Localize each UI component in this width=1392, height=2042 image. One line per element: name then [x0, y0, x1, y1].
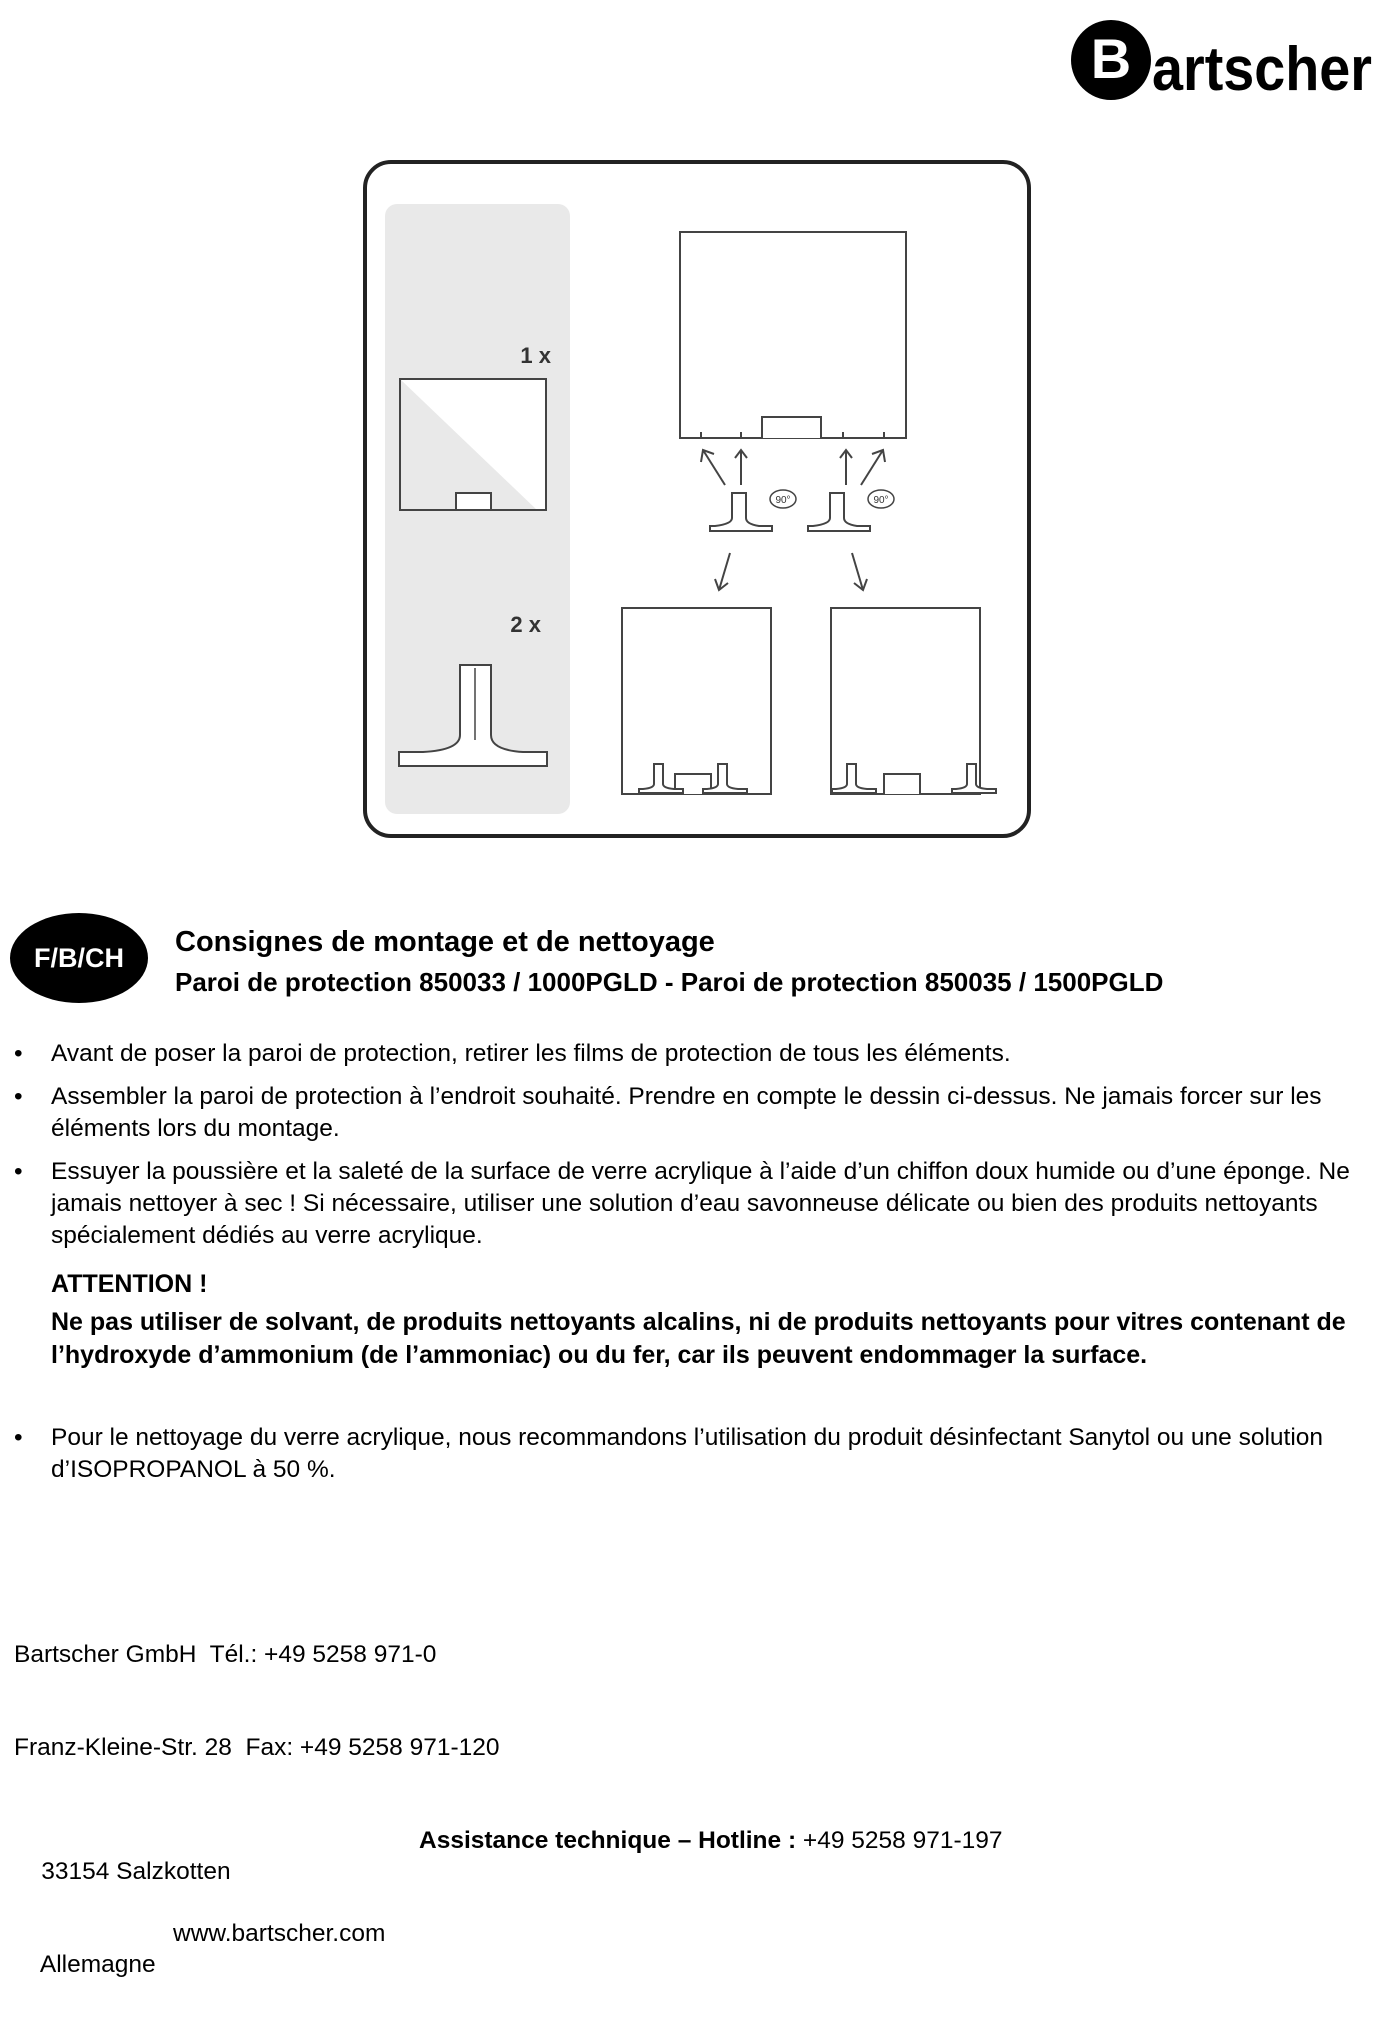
- footer-country: Allemagne: [39, 1951, 156, 1978]
- footer-company-phone: Bartscher GmbH Tél.: +49 5258 971-0: [14, 1641, 437, 1668]
- footer-hotline: [419, 1825, 1003, 1856]
- list-item-text: Assembler la paroi de protection à l’endroit souhaité. Prendre en compte le dessin ci-dessus. Ne jamais forcer sur les éléments lors du montage.: [51, 1083, 1322, 1142]
- attention-text: Ne pas utiliser de solvant, de produits nettoyants alcalins, ni de produits nettoyants pour vitres contenant de l’hydroxyde d’ammonium (de l’ammoniac) ou du fer, car ils peuvent endommager la surface.: [51, 1308, 1346, 1369]
- list-item: [12, 1081, 1380, 1145]
- document-subtitle: Paroi de protection 850033 / 1000PGLD - Paroi de protection 850035 / 1500PGLD: [175, 967, 1164, 997]
- footer-street-fax: Franz-Kleine-Str. 28 Fax: +49 5258 971-120: [14, 1734, 500, 1761]
- list-item-text: Pour le nettoyage du verre acrylique, nous recommandons l’utilisation du produit désinfectant Sanytol ou une solution d’ISOPROPANOL à 50 %.: [51, 1424, 1324, 1483]
- bartscher-logo-mark: [1066, 8, 1376, 108]
- list-item-text: Essuyer la poussière et la saleté de la surface de verre acrylique à l’aide d’un chiffon doux humide ou d’une éponge. Ne jamais nettoyer à sec ! Si nécessaire, utiliser une solution d’eau savonneuse délicate ou bien des produits nettoyants spécialement dédiés au verre acrylique.: [51, 1158, 1350, 1249]
- panel-top: [680, 232, 906, 438]
- language-badge-label: F/B/CH: [34, 942, 124, 973]
- list-item: [12, 1038, 1380, 1070]
- svg-text:B: B: [1090, 27, 1132, 90]
- list-item: [12, 1422, 1380, 1486]
- bullet-symbol: •: [14, 1040, 23, 1067]
- document-heading: [175, 925, 1163, 999]
- svg-text:artscher: artscher: [1152, 35, 1372, 104]
- attention-title: ATTENTION !: [51, 1270, 208, 1298]
- footer-city: 33154 Salzkotten: [41, 1858, 231, 1885]
- document-title: Consignes de montage et de nettoyage: [175, 926, 715, 958]
- list-item-text: Avant de poser la paroi de protection, retirer les films de protection de tous les éléments.: [51, 1040, 1011, 1067]
- bartscher-logo: [1066, 8, 1376, 108]
- list-item: [12, 1156, 1380, 1252]
- bullet-symbol: •: [14, 1083, 23, 1110]
- language-badge: [10, 913, 148, 1003]
- hotline-number: +49 5258 971-197: [796, 1827, 1003, 1854]
- footer-website-link[interactable]: www.bartscher.com: [173, 1920, 386, 1947]
- instruction-list: [12, 1038, 1380, 1497]
- assembly-diagram: [363, 160, 1031, 838]
- bullet-symbol: •: [14, 1424, 23, 1451]
- hotline-label: Assistance technique – Hotline :: [419, 1827, 797, 1854]
- angle-label-1: 90°: [775, 495, 791, 506]
- qty-foot-label: 2 x: [510, 612, 541, 637]
- bullet-symbol: •: [14, 1158, 23, 1185]
- assembly-diagram-svg: [363, 160, 1031, 838]
- angle-label-2: 90°: [873, 495, 889, 506]
- footer-contact: [14, 1577, 1003, 1980]
- attention-block: [12, 1268, 1380, 1372]
- qty-panel-label: 1 x: [520, 343, 551, 368]
- panel-assembled-left: [622, 608, 771, 794]
